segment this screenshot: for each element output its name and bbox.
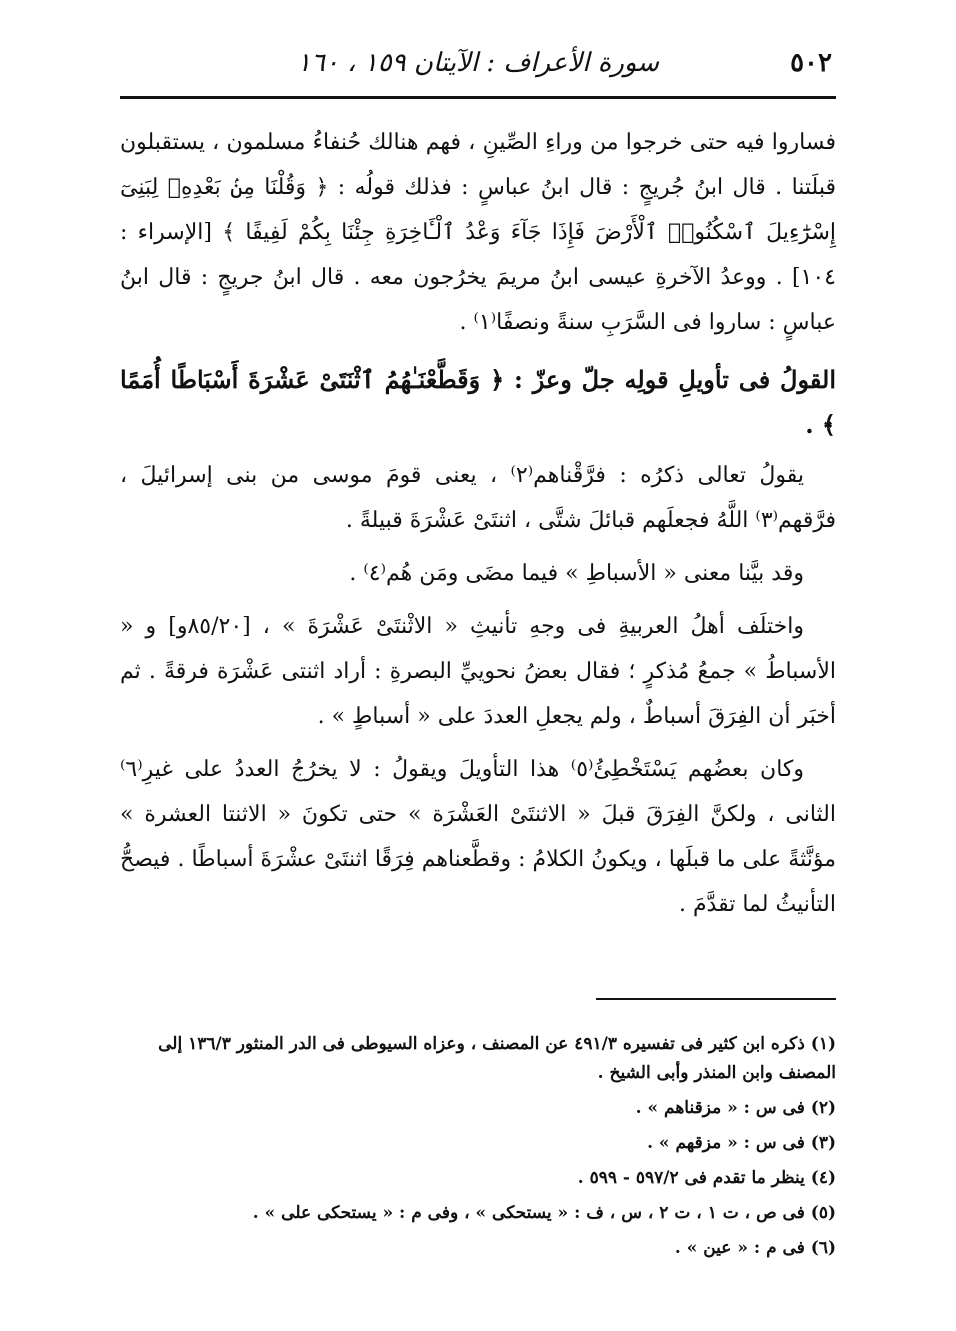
footnote-2: (٢) فى س : « مزقناهم » . <box>635 1098 836 1118</box>
footnote-divider <box>596 998 836 1000</box>
footnote-6: (٦) فى م : « عين » . <box>674 1238 836 1258</box>
paragraph-2: يقولُ تعالى ذكرُه : فرَّقْناهم⁽٢⁾ ، يعنى قومَ موسى من بنى إسرائيلَ ، فرَّقهم⁽٣⁾ اللَّهُ فجعلَهم قبائلَ شتَّى ، اثنتَىْ عَشْرَةَ قبيلةً . <box>120 463 836 533</box>
footnotes <box>120 1030 836 1269</box>
paragraph-3: وقد بيَّنا معنى « الأسباطِ » فيما مضَى ومَن هُم⁽٤⁾ . <box>349 561 804 586</box>
main-text <box>120 120 836 935</box>
section-heading: القولُ فى تأويلِ قولِه جلّ وعزّ : ﴿ وَقَطَّعْنَـٰهُمُ ٱثْنَتَىْ عَشْرَةَ أَسْبَاطًا أُمَمًا ﴾ . <box>120 365 836 439</box>
page-number: ٥٠٢ <box>790 48 832 78</box>
footnote-1: (١) ذكره ابن كثير فى تفسيره ٤٩١/٣ عن المصنف ، وعزاه السيوطى فى الدر المنثور ١٣٦/٣ إلى المصنف وابن المنذر وأبى الشيخ . <box>158 1034 836 1083</box>
paragraph-4: واختلَف أهلُ العربيةِ فى وجهِ تأنيثِ « الاثْنتَىْ عَشْرَةَ » ، [٨٥/٢٠و] و « الأسباطُ » جمعُ مُذكرٍ ؛ فقال بعضُ نحوييِّ البصرةِ : أراد اثنتى عَشْرَة فرقةً . ثم أخبَر أن الفِرَقَ أسباطٌ ، ولم يجعلِ العددَ على « أسباطٍ » . <box>120 614 836 729</box>
page-header <box>120 42 836 92</box>
running-title: سورة الأعراف : الآيتان ١٥٩ ، ١٦٠ <box>296 48 660 78</box>
paragraph-5: وكان بعضُهم يَسْتَخْطِئُ⁽٥⁾ هذا التأويلَ ويقولُ : لا يخرُجُ العددُ على غيرِ⁽٦⁾ الثانى ، ولكنَّ الفِرَقَ قبلَ « الاثنتَىْ العَشْرَة » حتى تكونَ « الاثنتا العشرة » مؤنَّثةً على ما قبلَها ، ويكونُ الكلامُ : وقطَّعناهم فِرَقًا اثنتَىْ عشْرَةَ أسباطًا . فيصحُّ التأنيثُ لما تقدَّمَ . <box>120 757 836 917</box>
footnote-4: (٤) ينظر ما تقدم فى ٥٩٧/٢ - ٥٩٩ . <box>577 1168 836 1188</box>
paragraph-1: فساروا فيه حتى خرجوا من وراءِ الصِّينِ ، فهم هنالك حُنفاءُ مسلمون ، يستقبلون قبلَتنا . قال ابنُ جُريجٍ : قال ابنُ عباسٍ : فذلك قولُه : ﴿ وَقُلْنَا مِنۢ بَعْدِهِۦ لِبَنِىٓ إِسْرَٰٓءِيلَ ٱسْكُنُوا۟ ٱلْأَرْضَ فَإِذَا جَآءَ وَعْدُ ٱلْـَٔاخِرَةِ جِئْنَا بِكُمْ لَفِيفًا ﴾ [الإسراء : ١٠٤] . ووعدُ الآخرةِ عيسى ابنُ مريمَ يخرُجون معه . قال ابنُ جريجٍ : قال ابنُ عباسٍ : ساروا فى السَّرَبِ سنةً ونصفًا⁽١⁾ . <box>120 130 836 335</box>
footnote-5: (٥) فى ص ، ت ١ ، ت ٢ ، س ، ف : « يستحكى » ، وفى م : « يستحكى على » . <box>252 1203 836 1223</box>
footnote-3: (٣) فى س : « مزقهم » . <box>647 1133 836 1153</box>
header-divider <box>120 96 836 99</box>
